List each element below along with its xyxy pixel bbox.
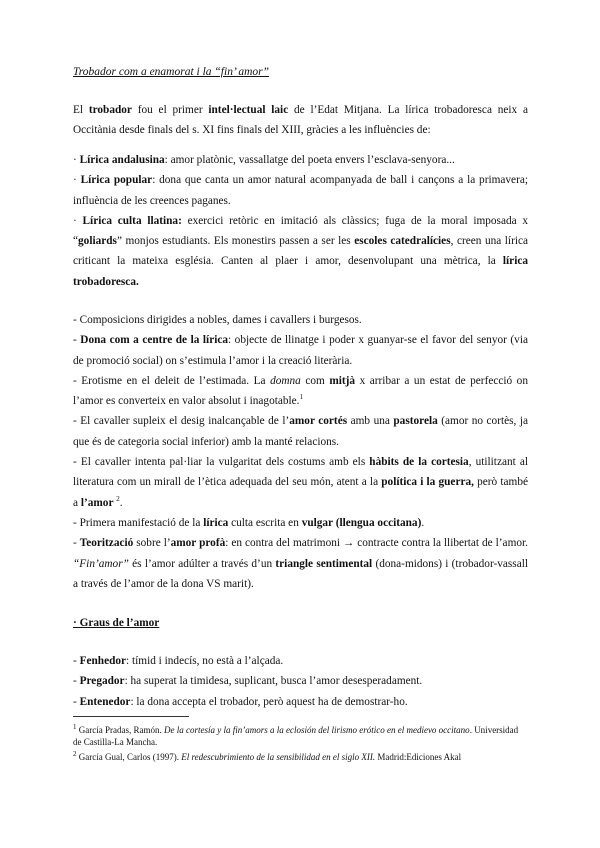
- footnote-1: $^1$ García Pradas, Ramón. De la cortesía y la fin’amors a la eclosión del lirismo erótico en el medievo occitano. Universidad de Castilla-La Mancha.: [73, 723, 519, 748]
- graus-list: [73, 651, 528, 712]
- list-item: - Dona com a centre de la lírica: objecte de llinatge i poder x guanyar-se el favor del senyor (via de promoció social) on s’estimula l’amor i la creació literària.: [73, 334, 528, 367]
- list-item: - Entenedor: la dona accepta el trobador, però aquest ha de demostrar-ho.: [73, 695, 408, 708]
- list-item: · Lírica culta llatina: exercici retòric en imitació als clàssics; fuga de la moral imposada x “goliards” monjos estudiants. Els monestirs passen a ser les escoles catedralícies, creen una lírica criticant la mateixa església. Canten al plaer i amor, desenvolupant una mètrica, la lírica trobadoresca.: [73, 214, 529, 288]
- list-item: - Teorització sobre l’amor profà: en contra del matrimoni → contracte contra la llibertat de l’amor. “Fin’amor” és l’amor adúlter a través d’un triangle sentimental (dona-midons) i (trobador-vassall a través de l’amor de la dona VS marit).: [73, 537, 528, 590]
- intro-paragraph: El trobador fou el primer intel·lectual laic de l’Edat Mitjana. La lírica trobadoresca neix a Occitània desde finals del s. XI fins finals del XIII, gràcies a les influències de:: [73, 104, 528, 137]
- influences-list: [73, 150, 528, 292]
- list-item: · Lírica andalusina: amor platònic, vassallatge del poeta envers l’esclava-senyora...: [73, 154, 455, 166]
- features-list: [73, 310, 528, 594]
- section-heading-graus: · Graus de l’amor: [73, 617, 160, 629]
- list-item: - Pregador: ha superat la timidesa, suplicant, busca l’amor desesperadament.: [73, 675, 423, 688]
- list-item: - Composicions dirigides a nobles, dames i cavallers i burgesos.: [73, 314, 362, 326]
- list-item: - Fenhedor: tímid i indecís, no està a l’alçada.: [73, 655, 284, 667]
- list-item: - Erotisme en el deleit de l’estimada. La domna com mitjà x arribar a un estat de perfecció on l’amor es converteix en valor absolut i inagotable.$^1$: [73, 374, 528, 408]
- document-title: Trobador com a enamorat i la “fin’ amor”: [73, 66, 270, 78]
- footnote-2: $^2$ García Gual, Carlos (1997). El redescubrimiento de la sensibilidad en el siglo XII. Madrid:Ediciones Akal: [73, 750, 462, 762]
- list-item: - El cavaller intenta pal·liar la vulgaritat dels costums amb els hàbits de la cortesia, utilitzant al literatura com un mirall de l’ètica adequada del seu món, atent a la política i la guerra, però també a l’amor $^2$.: [73, 456, 528, 509]
- footnote-ref[interactable]: 1: [299, 393, 303, 402]
- footnote-ref[interactable]: 2: [116, 494, 120, 503]
- list-item: · Lírica popular: dona que canta un amor natural acompanyada de ball i cançons a la primavera; influència de les creences paganes.: [73, 174, 528, 207]
- list-item: - El cavaller supleix el desig inalcançable de l’amor cortés amb una pastorela (amor no cortès, ja que és de categoria social inferior) amb la manté relacions.: [73, 415, 528, 448]
- list-item: - Primera manifestació de la lírica culta escrita en vulgar (llengua occitana).: [73, 516, 425, 529]
- footnote-divider: [73, 716, 189, 717]
